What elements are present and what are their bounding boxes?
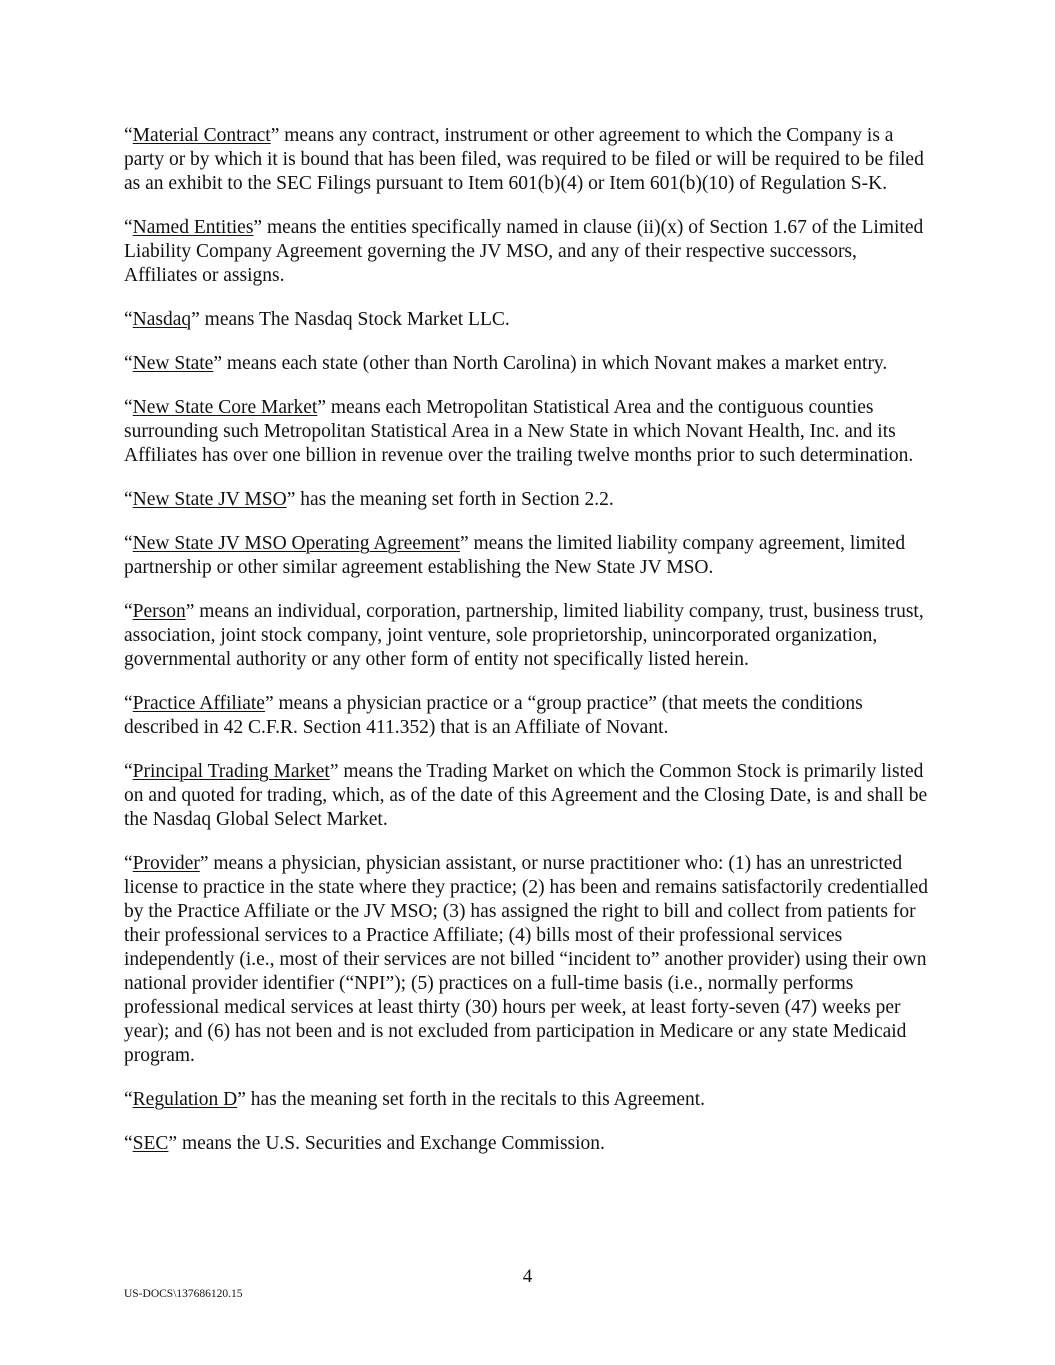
definition-named-entities [124,216,932,288]
definition-regulation-d [124,1088,932,1112]
definition-text: ” means each state (other than North Carolina) in which Novant makes a market entry. [213,353,888,374]
open-quote: “ [124,761,133,782]
definition-text: ” means an individual, corporation, partnership, limited liability company, trust, business trust, association, joint stock company, joint venture, sole proprietorship, unincorporated organization, governmental authority or any other form of entity not specifically listed herein. [124,601,924,670]
open-quote: “ [124,489,133,510]
defined-term: SEC [132,1133,169,1154]
defined-term: Person [132,601,186,622]
definition-person [124,600,932,672]
definition-text: ” has the meaning set forth in Section 2.2. [286,489,614,510]
open-quote: “ [124,853,133,874]
definition-text: ” means each Metropolitan Statistical Area and the contiguous counties surrounding such Metropolitan Statistical Area in a New State in which Novant Health, Inc. and its Affiliates has over one billion in revenue over the trailing twelve months prior to such determination. [124,397,914,466]
definition-practice-affiliate [124,692,932,740]
defined-term: Named Entities [132,217,254,238]
definition-text: ” means the entities specifically named in clause (ii)(x) of Section 1.67 of the Limited Liability Company Agreement governing the JV MSO, and any of their respective successors, Affiliates or assigns. [124,217,924,286]
open-quote: “ [124,1133,133,1154]
definition-text: ” means any contract, instrument or other agreement to which the Company is a party or by which it is bound that has been filed, was required to be filed or will be required to be filed as an exhibit to the SEC Filings pursuant to Item 601(b)(4) or Item 601(b)(10) of Regulation S-K. [124,125,924,194]
open-quote: “ [124,217,133,238]
defined-term: Practice Affiliate [132,693,265,714]
definition-new-state-core-market [124,396,932,468]
defined-term: New State JV MSO Operating Agreement [132,533,460,554]
definitions-list [124,124,932,1176]
open-quote: “ [124,693,133,714]
defined-term: New State JV MSO [132,489,287,510]
defined-term: New State [132,353,214,374]
definition-sec [124,1132,932,1156]
open-quote: “ [124,309,133,330]
document-id: US-DOCS\137686120.15 [124,1288,243,1300]
definition-new-state-jv-mso [124,488,932,512]
definition-text: ” means the U.S. Securities and Exchange Commission. [168,1133,605,1154]
defined-term: Provider [132,853,200,874]
definition-text: ” has the meaning set forth in the recitals to this Agreement. [237,1089,706,1110]
definition-text: ” means a physician, physician assistant, or nurse practitioner who: (1) has an unrestricted license to practice in the state where they practice; (2) has been and remains satisfactorily credentialled by the Practice Affiliate or the JV MSO; (3) has assigned the right to bill and collect from patients for their professional services to a Practice Affiliate; (4) bills most of their professional services independently (i.e., most of their services are not billed “incident to” another provider) using their own national provider identifier (“NPI”); (5) practices on a full-time basis (i.e., normally performs professional medical services at least thirty (30) hours per week, at least forty-seven (47) weeks per year); and (6) has not been and is not excluded from participation in Medicare or any state Medicaid program. [124,853,929,1066]
page-number: 4 [522,1266,533,1287]
open-quote: “ [124,533,133,554]
open-quote: “ [124,601,133,622]
defined-term: Nasdaq [132,309,192,330]
definition-material-contract [124,124,932,196]
defined-term: New State Core Market [132,397,318,418]
open-quote: “ [124,1089,133,1110]
open-quote: “ [124,125,133,146]
open-quote: “ [124,397,133,418]
definition-nasdaq [124,308,932,332]
definition-text: ” means The Nasdaq Stock Market LLC. [191,309,510,330]
definition-new-state [124,352,932,376]
definition-new-state-jv-mso-operating-agreement [124,532,932,580]
defined-term: Material Contract [132,125,271,146]
definition-text: ” means a physician practice or a “group practice” (that meets the conditions described in 42 C.F.R. Section 411.352) that is an Affiliate of Novant. [124,693,863,738]
definition-provider [124,852,932,1068]
defined-term: Regulation D [132,1089,238,1110]
defined-term: Principal Trading Market [132,761,330,782]
open-quote: “ [124,353,133,374]
definition-text: ” means the Trading Market on which the Common Stock is primarily listed on and quoted for trading, which, as of the date of this Agreement and the Closing Date, is and shall be the Nasdaq Global Select Market. [124,761,928,830]
definition-principal-trading-market [124,760,932,832]
definition-text: ” means the limited liability company agreement, limited partnership or other similar agreement establishing the New State JV MSO. [124,533,906,578]
